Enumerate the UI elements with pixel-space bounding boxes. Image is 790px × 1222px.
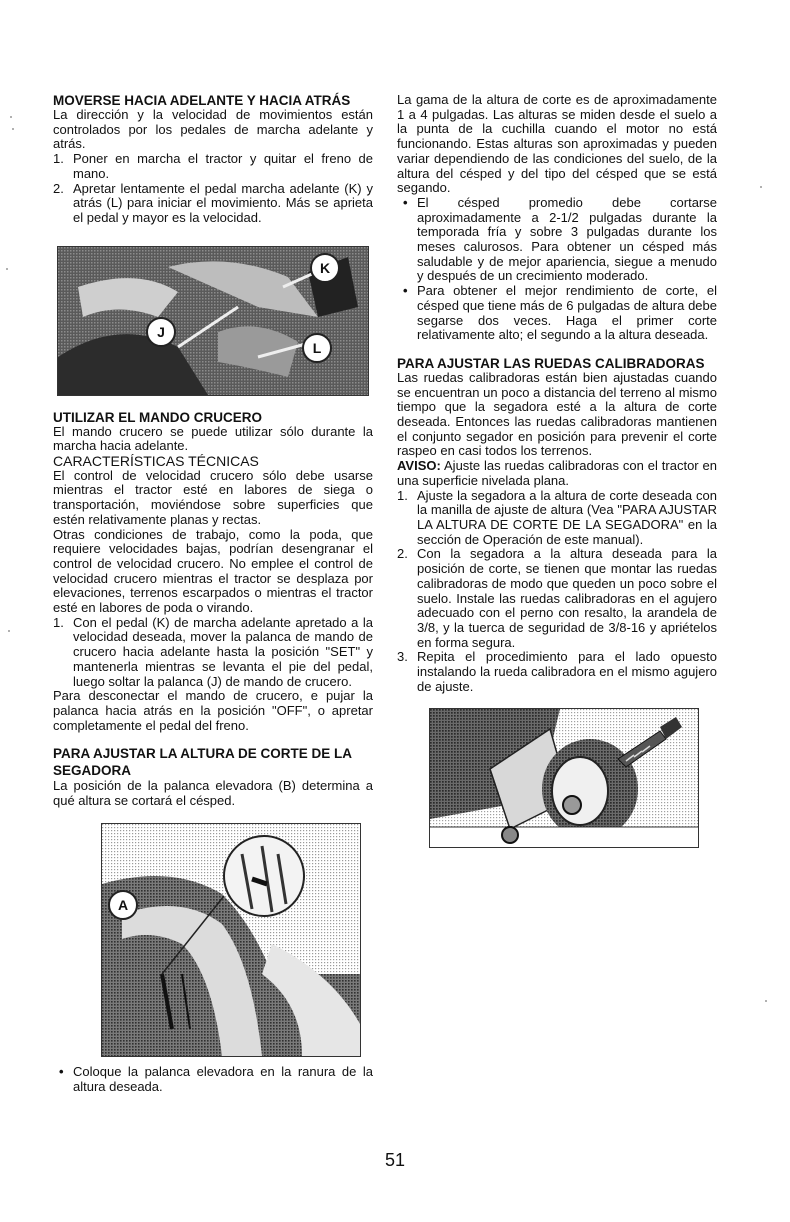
altura-range-paragraph: La gama de la altura de corte es de aproximadamente 1 a 4 pulgadas. Las alturas se miden desde el suelo a la punta de la cuchilla cuando el motor no está funcionando. Estas alturas son aproximadas y pueden variar dependiendo de las condiciones del suelo, de la altura del césped y del tipo del césped que se está segando. [397,92,717,196]
ruedas-steps [397,489,717,695]
label-k: K [310,253,340,283]
section-title-ruedas: PARA AJUSTAR LAS RUEDAS CALIBRADORAS [397,355,705,371]
ruedas-p1: Las ruedas calibradoras están bien ajustadas cuando se encuentran un poco a distancia del terreno al mismo tiempo que la segadora esté a la altura de corte deseada. Entonces las ruedas calibradoras mantienen el conjunto segador en posición para prevenir el corte raspeo en casi todos los terrenos. [397,369,717,459]
scan-speck [10,116,12,118]
list-item: 1. Ajuste la segadora a la altura de corte deseada con la manilla de ajuste de altura (Vea "PARA AJUSTAR LA ALTURA DE CORTE DE LA SEGADORA" en la sección de Operación de este manual). [397,487,717,547]
crucero-steps [53,616,373,690]
altura-p1: La posición de la palanca elevadora (B) determina a qué altura se cortará el césped. [53,778,373,809]
altura-bullets [53,1065,373,1094]
label-l: L [302,333,332,363]
page-number: 51 [384,1150,406,1170]
crucero-p2: El control de velocidad crucero sólo debe usarse mientras el tractor esté en labores de siega o transportación, moviéndose sobre superficies que estén relativamente planas y rectas. [53,467,373,527]
scan-speck [765,1000,767,1002]
moverse-intro: La dirección y la velocidad de movimientos están controlados por los pedales de marcha adelante y atrás. [53,107,373,152]
crucero-p4: Para desconectar el mando de crucero, e pujar la palanca hacia atrás en la posición "OFF", o apretar completamente el pedal del freno. [53,688,373,733]
list-item: 2. Apretar lentamente el pedal marcha adelante (K) y atrás (L) para iniciar el movimiento. Más se aprieta el pedal y mayor es la velocidad. [53,180,373,225]
aviso-note [397,459,717,488]
left-column [53,93,373,1094]
section-title-crucero: UTILIZAR EL MANDO CRUCERO [53,409,262,425]
crucero-p3: Otras condiciones de trabajo, como la poda, que requiere velocidades bajas, podrían desengranar el control de velocidad crucero. No emplee el control de velocidad crucero mientras el tractor se desplaza por elevaciones, terrenos escarpados o mientras el tractor esté en labores de poda o virando. [53,526,373,616]
crucero-p1: El mando crucero se puede utilizar sólo durante la marcha hacia adelante. [53,423,373,454]
list-item: 3. Repita el procedimiento para el lado opuesto instalando la rueda calibradora en el mismo agujero de ajuste. [397,649,717,694]
lift-lever-illustration [101,823,361,1057]
scan-speck [12,128,14,130]
lever-drawing [102,824,360,1056]
label-a: A [108,890,138,920]
list-item: • Para obtener el mejor rendimiento de corte, el césped que tiene más de 6 pulgadas de altura debe segarse dos veces. Haga el primer corte relativamente alto; el segundo a la altura deseada. [403,283,717,343]
aviso-text: Ajuste las ruedas calibradoras con el tractor en una superficie nivelada plana. [397,458,717,488]
scan-speck [8,630,10,632]
crucero-subtitle: CARACTERÍSTICAS TÉCNICAS [53,453,259,470]
scan-speck [760,186,762,188]
cesped-bullets [397,196,717,343]
gauge-wheel-illustration [429,708,699,848]
list-item: 1. Poner en marcha el tractor y quitar el freno de mano. [53,151,373,181]
list-item: • Coloque la palanca elevadora en la ranura de la altura deseada. [59,1063,373,1094]
list-item: 1. Con el pedal (K) de marcha adelante apretado a la velocidad deseada, mover la palanca de mando de crucero hacia adelante hasta la posición "SET" y mantenerla mientras se levanta el pie del pedal, luego soltar la palanca (J) de mando de crucero. [53,614,373,689]
moverse-steps [53,152,373,226]
right-column [397,93,717,848]
list-item: • El césped promedio debe cortarse aproximadamente a 2-1/2 pulgadas durante la temporada fría y sobre 3 pulgadas durante los meses calurosos. Para obtener un césped más saludable y de mejor apariencia, siegue a menudo y después de un crecimiento moderado. [403,194,717,284]
pedals-illustration [57,246,369,396]
scan-speck [6,268,8,270]
aviso-label: AVISO: [397,458,441,474]
section-title-altura: PARA AJUSTAR LA ALTURA DE CORTE DE LA SEGADORA [53,746,352,779]
label-j: J [146,317,176,347]
gauge-wheel-drawing [430,709,698,847]
list-item: 2. Con la segadora a la altura deseada para la posición de corte, se tienen que montar las ruedas calibradoras de modo que queden un poco sobre el suelo. Instale las ruedas calibradoras en el agujero adecuado con el perno con resalto, la arandela de 3/8, y la tuerca de seguridad de 3/8-16 y apriételos en forma segura. [397,546,717,650]
section-title-moverse: MOVERSE HACIA ADELANTE Y HACIA ATRÁS [53,93,351,108]
